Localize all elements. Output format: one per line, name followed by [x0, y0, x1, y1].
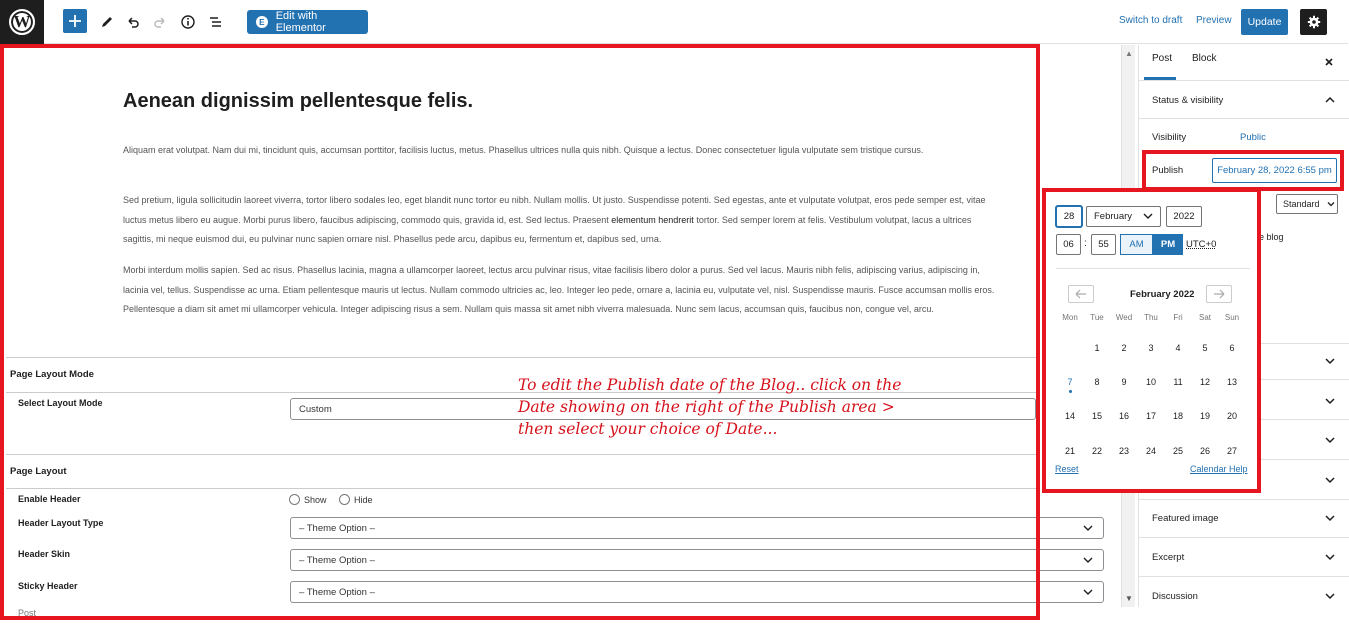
- calendar-day[interactable]: 24: [1145, 446, 1156, 456]
- post-format-select[interactable]: [1276, 194, 1338, 214]
- minute-input[interactable]: 55: [1091, 234, 1116, 255]
- chevron-down-icon: [1081, 521, 1095, 535]
- calendar-day[interactable]: 21: [1064, 446, 1075, 456]
- annotation-highlight-box: [1142, 150, 1344, 191]
- status-visibility-panel-title[interactable]: Status & visibility: [1152, 95, 1224, 106]
- chevron-down-icon[interactable]: [1324, 434, 1336, 446]
- hide-label: Hide: [354, 494, 373, 505]
- calendar-day[interactable]: 8: [1094, 377, 1100, 387]
- active-tab-indicator: [1144, 77, 1176, 80]
- gear-icon: [1307, 15, 1321, 29]
- publish-date-button[interactable]: February 28, 2022 6:55 pm: [1212, 158, 1337, 183]
- plus-icon: [63, 9, 87, 33]
- paragraph-text: Sed pretium, ligula sollicitudin laoreet viverra, tortor libero sodales leo, eget blandit nunc tortor eu nibh. Nullam mollis. Ut justo. Suspendisse potenti. Sed egestas, ante et vulputate volutpat, eros pede semper est, vitae luctus metus libero eu augue. Morbi purus libero, faucibus adipiscing, commodo quis, gravida id, est. Sed lectus. Praesent: [123, 195, 986, 225]
- page-layout-mode-heading: Page Layout Mode: [10, 369, 94, 380]
- visibility-label: Visibility: [1152, 132, 1187, 143]
- edit-with-elementor-button[interactable]: [247, 10, 368, 34]
- header-skin-value: – Theme Option –: [299, 554, 375, 566]
- chevron-up-icon[interactable]: [1324, 94, 1336, 106]
- calendar-day[interactable]: 25: [1172, 446, 1183, 456]
- annotation-highlight-box: [1042, 188, 1261, 493]
- sticky-header-label: Sticky Header: [18, 581, 78, 591]
- redo-button[interactable]: [149, 11, 171, 33]
- bold-text: elementum hendrerit: [611, 214, 694, 225]
- page-layout-heading: Page Layout: [10, 466, 67, 477]
- header-layout-type-value: – Theme Option –: [299, 522, 375, 534]
- calendar-day[interactable]: 27: [1226, 446, 1237, 456]
- header-skin-label: Header Skin: [18, 549, 71, 559]
- close-sidebar-button[interactable]: [1323, 56, 1335, 68]
- calendar-day[interactable]: 14: [1064, 411, 1075, 421]
- enable-header-label: Enable Header: [18, 494, 81, 504]
- divider: [1139, 499, 1349, 500]
- tab-post[interactable]: Post: [1152, 53, 1173, 64]
- undo-icon: [125, 14, 141, 30]
- select-layout-mode-label: Select Layout Mode: [18, 398, 103, 408]
- weekday-label: Tue: [1090, 313, 1104, 322]
- edit-with-elementor-label: Edit with Elementor: [275, 10, 326, 34]
- calendar-day[interactable]: 13: [1226, 377, 1237, 387]
- chevron-down-icon[interactable]: [1324, 512, 1336, 524]
- calendar-day[interactable]: 2: [1121, 343, 1127, 353]
- reset-link[interactable]: Reset: [1055, 464, 1079, 474]
- calendar-day[interactable]: 11: [1173, 377, 1183, 387]
- show-label: Show: [304, 494, 327, 505]
- calendar-day[interactable]: 16: [1118, 411, 1129, 421]
- calendar-day[interactable]: 20: [1226, 411, 1237, 421]
- sticky-blog-label-fragment: e blog: [1259, 232, 1284, 242]
- calendar-day[interactable]: 9: [1121, 377, 1127, 387]
- divider: [1139, 118, 1349, 119]
- calendar-day[interactable]: 4: [1175, 343, 1181, 353]
- featured-image-panel-title[interactable]: Featured image: [1152, 513, 1219, 524]
- discussion-panel-title[interactable]: Discussion: [1152, 591, 1198, 602]
- calendar-day[interactable]: 6: [1229, 343, 1235, 353]
- scroll-down-icon[interactable]: ▼: [1125, 594, 1133, 603]
- am-button[interactable]: AM: [1120, 234, 1153, 255]
- calendar-day[interactable]: 5: [1202, 343, 1208, 353]
- timezone-label[interactable]: UTC+0: [1186, 239, 1217, 250]
- settings-button[interactable]: [1300, 9, 1327, 35]
- weekday-label: Sat: [1198, 313, 1211, 322]
- list-view-icon: [207, 14, 223, 30]
- tab-block[interactable]: Block: [1192, 53, 1217, 64]
- calendar-day[interactable]: 19: [1199, 411, 1210, 421]
- calendar-day[interactable]: 3: [1148, 343, 1154, 353]
- time-separator: :: [1084, 238, 1087, 249]
- paragraph-block[interactable]: Morbi interdum mollis sapien. Sed ac risus. Phasellus lacinia, magna a ullamcorper laoreet, lectus arcu pulvinar risus, vitae facilisis libero dolor a purus. Sed vel lacus. Mauris nibh felis, adipiscing varius, adipiscing in, lacinia vel, tellus. Suspendisse ac urna. Etiam pellentesque mauris ut lectus. Nullam commodo ultricies ac, leo. Integer leo pede, ornare a, lacinia eu, vulputate vel, nisl. Suspendisse mauris. Fusce accumsan mollis eros. Pellentesque a diam sit amet mi ullamcorper vehicula. Integer adipiscing risus a sem. Nullam quis massa sit amet nibh viverra malesuada. Nunc sem lacus, accumsan quis, faucibus non, congue vel, arcu.: [123, 265, 995, 314]
- calendar-day[interactable]: 10: [1145, 377, 1156, 387]
- calendar-help-link[interactable]: Calendar Help: [1190, 464, 1248, 474]
- chevron-down-icon[interactable]: [1324, 590, 1336, 602]
- annotation-text: To edit the Publish date of the Blog.. click on the Date showing on the right of the Publish area > then select your choice of Date...: [518, 376, 902, 438]
- chevron-down-icon[interactable]: [1324, 355, 1336, 367]
- chevron-down-icon: [1081, 553, 1095, 567]
- details-button[interactable]: [177, 11, 199, 33]
- weekday-label: Mon: [1062, 313, 1078, 322]
- weekday-label: Thu: [1144, 313, 1158, 322]
- paragraph-text: tortor. Sed semper lorem at felis. Vestibulum volutpat, lacus a ultrices sagittis, mi neque euismod dui, eu pulvinar nunc sapien ornare nisl. Phasellus pede arcu, dapibus eu, fermentum et, dapibus sed, urna.: [123, 214, 972, 244]
- undo-button[interactable]: [122, 11, 144, 33]
- info-icon: [180, 14, 196, 30]
- cut-off-label: Post: [18, 608, 37, 618]
- wordpress-logo-button[interactable]: [0, 0, 44, 44]
- divider: [1139, 576, 1349, 577]
- calendar-day[interactable]: 17: [1145, 411, 1156, 421]
- redo-icon: [152, 14, 168, 30]
- switch-to-draft-link[interactable]: Switch to draft: [1119, 15, 1183, 26]
- select-layout-mode-value: Custom: [299, 403, 332, 415]
- chevron-down-icon: [1081, 585, 1095, 599]
- year-input[interactable]: 2022: [1166, 206, 1202, 227]
- chevron-down-icon: [1326, 199, 1336, 209]
- calendar-day[interactable]: 23: [1118, 446, 1129, 456]
- top-toolbar: [0, 0, 1348, 44]
- post-format-value: Standard: [1283, 199, 1320, 209]
- wordpress-logo-icon: W: [9, 9, 35, 35]
- month-value: February: [1094, 211, 1133, 222]
- calendar-day[interactable]: 18: [1172, 411, 1183, 421]
- chevron-down-icon[interactable]: [1324, 551, 1336, 563]
- publish-label: Publish: [1152, 165, 1184, 176]
- excerpt-panel-title[interactable]: Excerpt: [1152, 552, 1185, 563]
- close-icon: [1323, 56, 1335, 68]
- day-input[interactable]: 28: [1056, 206, 1082, 227]
- chevron-down-icon[interactable]: [1324, 474, 1336, 486]
- pencil-icon: [99, 14, 115, 30]
- list-view-button[interactable]: [204, 11, 226, 33]
- update-button[interactable]: Update: [1241, 9, 1288, 35]
- add-block-button[interactable]: [63, 9, 87, 33]
- elementor-icon: E: [256, 16, 268, 28]
- calendar-day[interactable]: 12: [1199, 377, 1210, 387]
- weekday-label: Sun: [1224, 313, 1240, 322]
- weekday-label: Wed: [1115, 313, 1133, 322]
- pm-button[interactable]: PM: [1153, 234, 1183, 255]
- hour-input[interactable]: 06: [1056, 234, 1081, 255]
- chevron-down-icon[interactable]: [1324, 395, 1336, 407]
- calendar-day[interactable]: 7: [1067, 377, 1073, 387]
- calendar-day[interactable]: 22: [1091, 446, 1102, 456]
- sticky-header-value: – Theme Option –: [299, 586, 375, 598]
- calendar-day[interactable]: 26: [1199, 446, 1210, 456]
- sidebar-tabs: [1139, 45, 1349, 81]
- calendar-title: February 2022: [1130, 289, 1195, 300]
- annotation-highlight-box: [0, 44, 1040, 620]
- post-title[interactable]: Aenean dignissim pellentesque felis.: [123, 90, 474, 112]
- divider: [1139, 537, 1349, 538]
- calendar-day[interactable]: 15: [1091, 411, 1102, 421]
- scroll-up-icon[interactable]: ▲: [1125, 49, 1133, 58]
- calendar-day[interactable]: 1: [1094, 343, 1100, 353]
- header-layout-type-label: Header Layout Type: [18, 518, 104, 528]
- tools-button[interactable]: [96, 11, 118, 33]
- weekday-label: Fri: [1173, 313, 1183, 322]
- preview-link[interactable]: Preview: [1196, 15, 1232, 26]
- visibility-value-button[interactable]: Public: [1240, 132, 1266, 143]
- paragraph-block[interactable]: Aliquam erat volutpat. Nam dui mi, tincidunt quis, accumsan porttitor, facilisis luctus, metus. Phasellus ultrices nulla quis nibh. Quisque a lectus. Donec consectetuer ligula vulputate sem tristique cursus.: [123, 145, 924, 155]
